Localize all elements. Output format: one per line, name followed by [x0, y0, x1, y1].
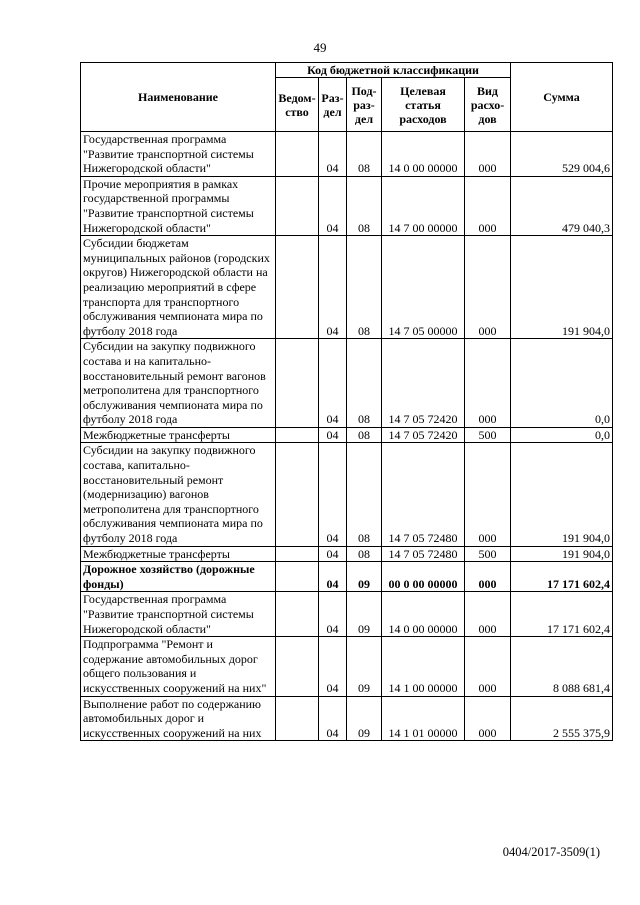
- row-razdel: 04: [319, 236, 347, 339]
- header-summa: Сумма: [511, 63, 613, 132]
- row-name: Выполнение работ по содержанию автомобильных дорог и искусственных сооружений на них: [81, 696, 276, 741]
- row-summa: 2 555 375,9: [511, 696, 613, 741]
- row-summa: 0,0: [511, 427, 613, 443]
- row-vedomstvo: [276, 546, 319, 562]
- table-row: [81, 176, 613, 235]
- row-podrazdel: 08: [347, 427, 382, 443]
- row-podrazdel: 09: [347, 592, 382, 637]
- row-razdel: 04: [319, 637, 347, 696]
- row-vedomstvo: [276, 562, 319, 592]
- row-name: Межбюджетные трансферты: [81, 427, 276, 443]
- row-celevaya-statya: 14 7 00 00000: [382, 176, 465, 235]
- row-vedomstvo: [276, 132, 319, 177]
- row-summa: 191 904,0: [511, 546, 613, 562]
- row-name: Прочие мероприятия в рамках государственной программы "Развитие транспортной системы Нижегородской области": [81, 176, 276, 235]
- row-summa: 17 171 602,4: [511, 562, 613, 592]
- row-name: Государственная программа "Развитие транспортной системы Нижегородской области": [81, 592, 276, 637]
- row-podrazdel: 08: [347, 443, 382, 546]
- row-celevaya-statya: 14 0 00 00000: [382, 132, 465, 177]
- header-podrazdel: Под-раз-дел: [347, 78, 382, 132]
- table-row: [81, 427, 613, 443]
- row-vid-rashodov: 500: [465, 546, 511, 562]
- row-vid-rashodov: 000: [465, 443, 511, 546]
- row-vid-rashodov: 000: [465, 637, 511, 696]
- row-vedomstvo: [276, 176, 319, 235]
- row-celevaya-statya: 14 7 05 72420: [382, 339, 465, 428]
- table-row: [81, 696, 613, 741]
- row-razdel: 04: [319, 339, 347, 428]
- row-podrazdel: 08: [347, 176, 382, 235]
- row-podrazdel: 08: [347, 236, 382, 339]
- row-razdel: 04: [319, 443, 347, 546]
- row-celevaya-statya: 14 0 00 00000: [382, 592, 465, 637]
- table-row: [81, 132, 613, 177]
- row-razdel: 04: [319, 427, 347, 443]
- table-row: [81, 546, 613, 562]
- budget-table: [80, 62, 613, 741]
- table-row: [81, 637, 613, 696]
- row-summa: 529 004,6: [511, 132, 613, 177]
- row-celevaya-statya: 14 7 05 72480: [382, 546, 465, 562]
- row-vid-rashodov: 000: [465, 176, 511, 235]
- row-name: Субсидии на закупку подвижного состава и на капитально-восстановительный ремонт вагонов метрополитена для транспортного обслуживания чемпионата мира по футболу 2018 года: [81, 339, 276, 428]
- table-row: [81, 562, 613, 592]
- row-name: Субсидии бюджетам муниципальных районов (городских округов) Нижегородской области на реализацию мероприятий в сфере транспорта для транспортного обслуживания чемпионата мира по футболу 2018 года: [81, 236, 276, 339]
- row-vedomstvo: [276, 443, 319, 546]
- header-razdel: Раз-дел: [319, 78, 347, 132]
- table-row: [81, 592, 613, 637]
- row-podrazdel: 08: [347, 339, 382, 428]
- row-celevaya-statya: 14 7 05 72420: [382, 427, 465, 443]
- row-summa: 0,0: [511, 339, 613, 428]
- row-razdel: 04: [319, 546, 347, 562]
- row-name: Субсидии на закупку подвижного состава, капитально-восстановительный ремонт (модернизацию) вагонов метрополитена для транспортного обслуживания чемпионата мира по футболу 2018 года: [81, 443, 276, 546]
- row-podrazdel: 09: [347, 637, 382, 696]
- row-vedomstvo: [276, 637, 319, 696]
- row-celevaya-statya: 14 7 05 00000: [382, 236, 465, 339]
- row-summa: 191 904,0: [511, 443, 613, 546]
- header-vedomstvo: Ведом-ство: [276, 78, 319, 132]
- row-vedomstvo: [276, 696, 319, 741]
- row-vid-rashodov: 000: [465, 339, 511, 428]
- row-razdel: 04: [319, 132, 347, 177]
- table-row: [81, 339, 613, 428]
- row-summa: 8 088 681,4: [511, 637, 613, 696]
- row-vid-rashodov: 000: [465, 236, 511, 339]
- row-summa: 479 040,3: [511, 176, 613, 235]
- row-vid-rashodov: 000: [465, 592, 511, 637]
- row-podrazdel: 09: [347, 696, 382, 741]
- row-celevaya-statya: 14 7 05 72480: [382, 443, 465, 546]
- table-body: [81, 132, 613, 741]
- header-name: Наименование: [81, 63, 276, 132]
- row-razdel: 04: [319, 176, 347, 235]
- row-celevaya-statya: 14 1 00 00000: [382, 637, 465, 696]
- document-code: 0404/2017-3509(1): [502, 845, 600, 859]
- row-name: Государственная программа "Развитие транспортной системы Нижегородской области": [81, 132, 276, 177]
- table-row: [81, 443, 613, 546]
- row-summa: 191 904,0: [511, 236, 613, 339]
- row-vid-rashodov: 000: [465, 132, 511, 177]
- header-vid-rashodov: Вид расхо-дов: [465, 78, 511, 132]
- header-celevaya-statya: Целевая статья расходов: [382, 78, 465, 132]
- row-razdel: 04: [319, 696, 347, 741]
- row-razdel: 04: [319, 562, 347, 592]
- row-vedomstvo: [276, 339, 319, 428]
- row-vedomstvo: [276, 236, 319, 339]
- header-kbk: Код бюджетной классификации: [276, 63, 511, 78]
- row-vedomstvo: [276, 427, 319, 443]
- row-summa: 17 171 602,4: [511, 592, 613, 637]
- row-vid-rashodov: 500: [465, 427, 511, 443]
- row-podrazdel: 09: [347, 562, 382, 592]
- row-podrazdel: 08: [347, 546, 382, 562]
- row-name: Подпрограмма "Ремонт и содержание автомобильных дорог общего пользования и искусственных сооружений на них": [81, 637, 276, 696]
- table-row: [81, 236, 613, 339]
- row-name: Дорожное хозяйство (дорожные фонды): [81, 562, 276, 592]
- row-razdel: 04: [319, 592, 347, 637]
- row-vid-rashodov: 000: [465, 562, 511, 592]
- row-name: Межбюджетные трансферты: [81, 546, 276, 562]
- row-celevaya-statya: 14 1 01 00000: [382, 696, 465, 741]
- page-number: 49: [313, 40, 327, 55]
- row-celevaya-statya: 00 0 00 00000: [382, 562, 465, 592]
- row-vedomstvo: [276, 592, 319, 637]
- row-podrazdel: 08: [347, 132, 382, 177]
- row-vid-rashodov: 000: [465, 696, 511, 741]
